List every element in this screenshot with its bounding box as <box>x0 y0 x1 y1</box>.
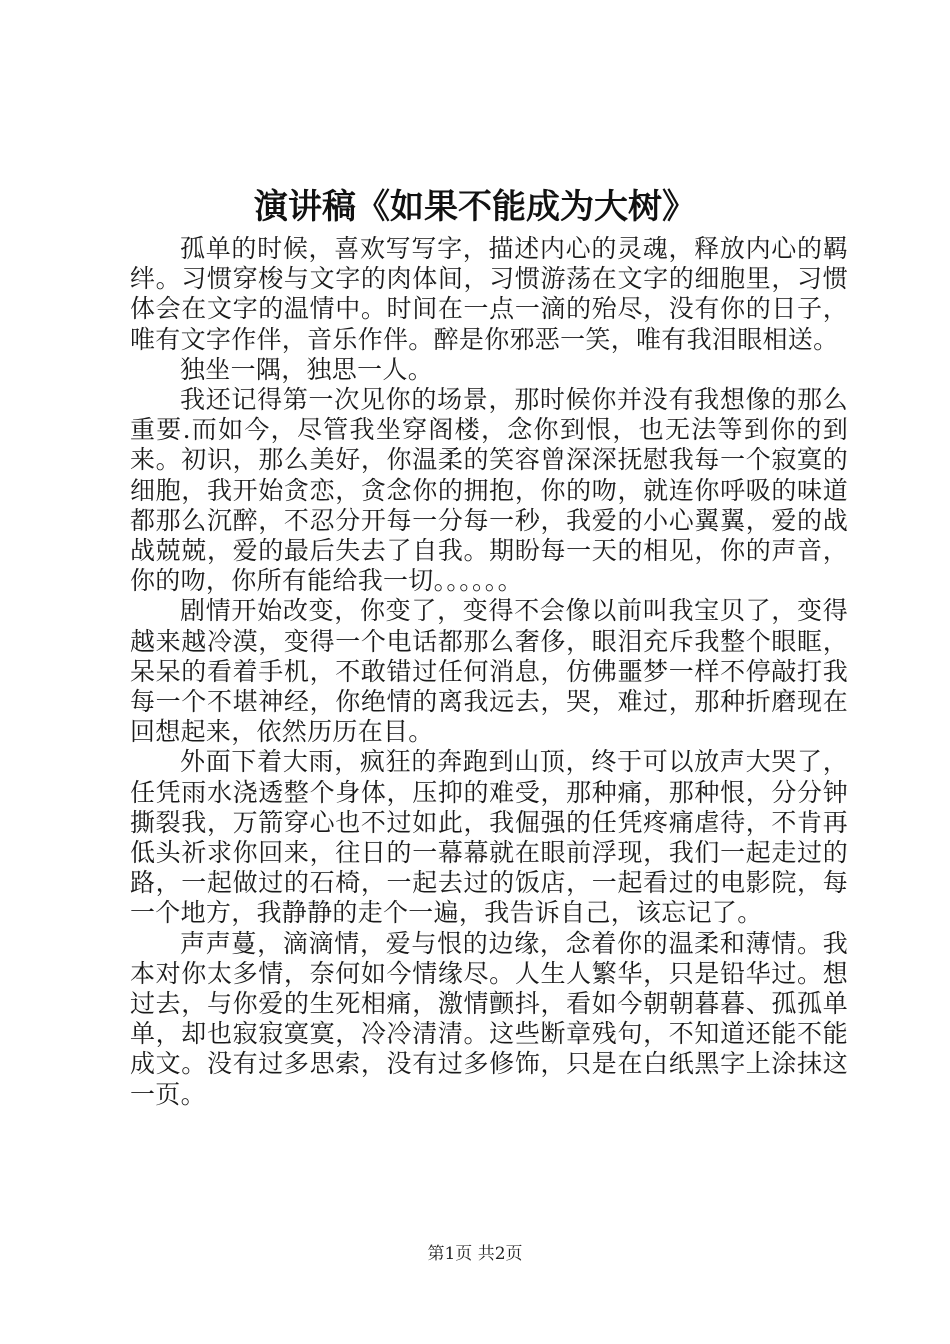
paragraph-5: 外面下着大雨，疯狂的奔跑到山顶，终于可以放声大哭了，任凭雨水浇透整个身体，压抑的难受，那种痛，那种恨，分分钟撕裂我，万箭穿心也不过如此，我倔强的任凭疼痛虐待，不肯再低头祈求你回来，往日的一幕幕就在眼前浮现，我们一起走过的路，一起做过的石椅，一起去过的饭店，一起看过的电影院，每一个地方，我静静的走个一遍，我告诉自己，该忘记了。 <box>130 747 848 928</box>
paragraph-1: 孤单的时候，喜欢写写字，描述内心的灵魂，释放内心的羁绊。习惯穿梭与文字的肉体间，习惯游荡在文字的细胞里，习惯体会在文字的温情中。时间在一点一滴的殆尽，没有你的日子，唯有文字作伴，音乐作伴。醉是你邪恶一笑，唯有我泪眼相送。 <box>130 234 848 354</box>
paragraph-4: 剧情开始改变，你变了，变得不会像以前叫我宝贝了，变得越来越冷漠，变得一个电话都那么奢侈，眼泪充斥我整个眼眶，呆呆的看着手机，不敢错过任何消息，仿佛噩梦一样不停敲打我每一个不堪神经，你绝情的离我远去，哭，难过，那种折磨现在回想起来，依然历历在目。 <box>130 596 848 747</box>
paragraph-2: 独坐一隅，独思一人。 <box>180 354 434 384</box>
paragraph-3: 我还记得第一次见你的场景，那时候你并没有我想像的那么重要.而如今，尽管我坐穿阁楼，念你到恨，也无法等到你的到来。初识，那么美好，你温柔的笑容曾深深抚慰我每一个寂寞的细胞，我开始贪恋，贪念你的拥抱，你的吻，就连你呼吸的味道都那么沉醉，不忍分开每一分每一秒，我爱的小心翼翼，爱的战战兢兢，爱的最后失去了自我。期盼每一天的相见，你的声音，你的吻，你所有能给我一切。。。。。。 <box>130 385 848 596</box>
document-title: 演讲稿《如果不能成为大树》 <box>254 187 696 227</box>
page-number-footer: 第1页 共2页 <box>427 1244 523 1264</box>
paragraph-6: 声声蔓，滴滴情，爱与恨的边缘，念着你的温柔和薄情。我本对你太多情，奈何如今情缘尽。人生人繁华，只是铅华过。想过去，与你爱的生死相痛，激情颤抖，看如今朝朝暮暮、孤孤单单，却也寂寂寞寞，冷冷清清。这些断章残句，不知道还能不能成文。没有过多思索，没有过多修饰，只是在白纸黑字上涂抹这一页。 <box>130 928 848 1109</box>
document-body <box>130 234 848 1110</box>
